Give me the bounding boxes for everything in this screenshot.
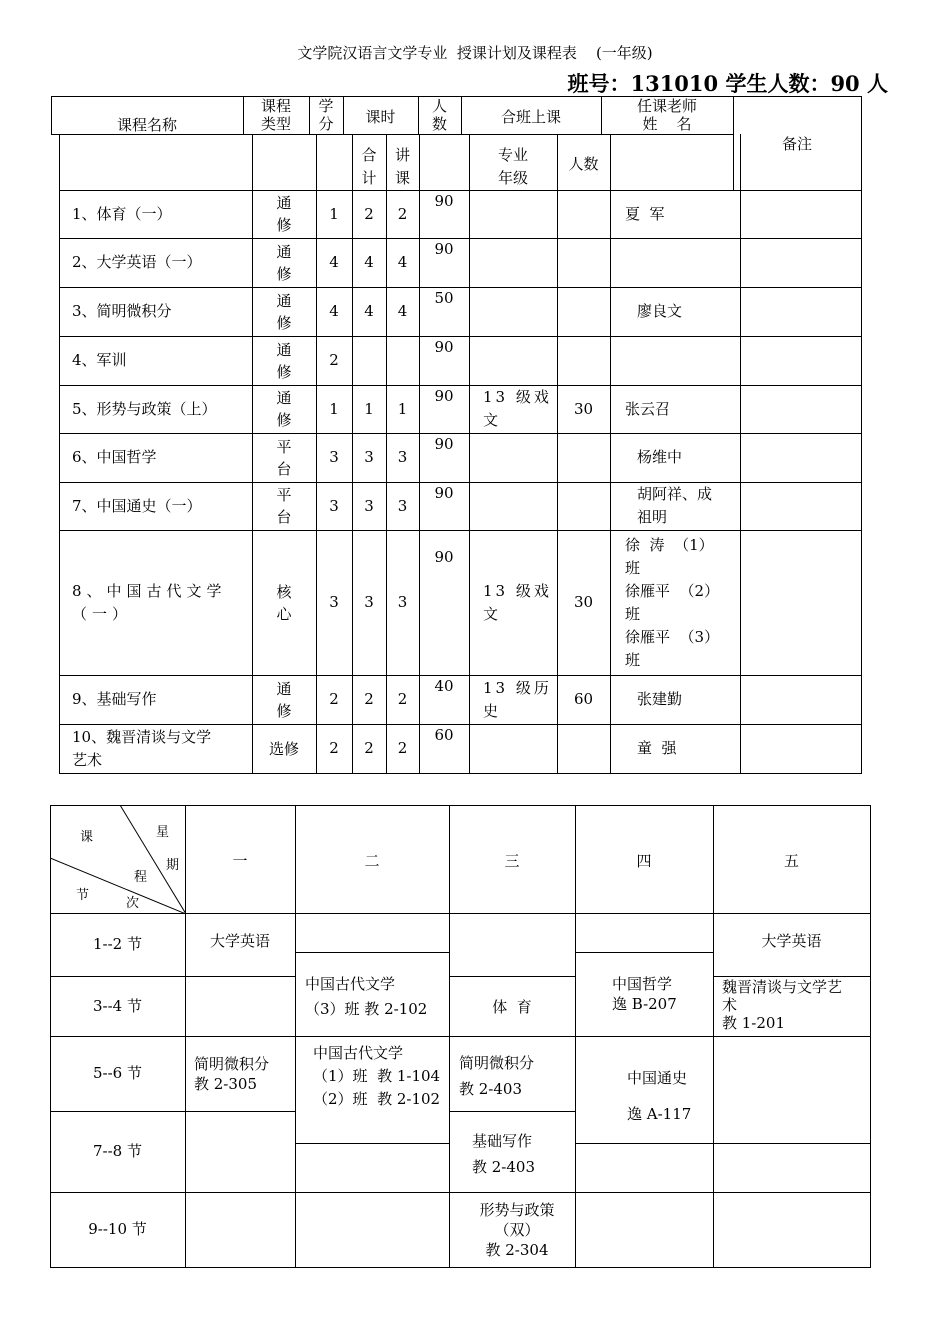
students: 40 [434, 677, 454, 695]
course-type: 通 修 [276, 389, 292, 429]
joint-major: 13 级戏 文 [483, 581, 552, 623]
students: 90 [434, 240, 454, 258]
entry-mon-5-6: 简明微积分 教 2-305 [194, 1055, 270, 1093]
joint-count [557, 190, 610, 238]
hours-lecture: 4 [397, 253, 408, 271]
period-7-8: 7--8 节 [93, 1142, 142, 1160]
joint-major [483, 482, 553, 530]
course-type: 通 修 [276, 340, 292, 381]
students: 90 [434, 192, 454, 210]
teacher-name: 张云召 [625, 399, 671, 418]
course-name: 2、大学英语（一） [72, 253, 202, 271]
entry-tue-3-4: 中国古代文学 （3）班 教 2-102 [305, 975, 428, 1018]
hours-lecture: 3 [397, 496, 408, 515]
hours-lecture: 1 [397, 399, 408, 418]
corner-jie: 节 [76, 888, 90, 903]
credits: 3 [329, 448, 339, 466]
entry-fri-3-4: 魏晋清谈与文学艺 术 教 1-201 [722, 978, 843, 1032]
credits: 4 [329, 253, 339, 271]
teacher-name: 徐 涛 （1） 班 徐雁平 （2） 班 徐雁平 （3） 班 [625, 535, 720, 669]
joint-major [483, 238, 553, 287]
header-joint-class: 合班上课 [500, 108, 561, 126]
hours-lecture: 4 [397, 302, 408, 320]
day-header-wed: 三 [504, 852, 520, 870]
header-credits: 学 分 [318, 97, 334, 133]
course-type: 通 修 [276, 242, 292, 283]
course-type: 核 心 [276, 582, 292, 623]
hours-total: 4 [364, 302, 374, 320]
joint-count: 30 [573, 399, 594, 418]
joint-count [557, 724, 610, 773]
hours-lecture: 2 [397, 690, 408, 708]
course-type: 平 台 [276, 437, 292, 478]
header-hours-lecture: 讲 课 [394, 146, 410, 187]
hours-total: 1 [364, 399, 374, 418]
hours-total: 3 [364, 496, 374, 515]
course-type: 通 修 [276, 679, 292, 720]
period-1-2: 1--2 节 [93, 935, 142, 953]
credits: 1 [329, 204, 339, 223]
joint-major [483, 336, 553, 385]
page-title: 文学院汉语言文学专业 授课计划及课程表 (一年级) [297, 44, 653, 62]
hours-lecture [386, 336, 419, 385]
corner-ke: 课 [80, 830, 94, 845]
day-header-fri: 五 [783, 852, 799, 870]
course-type: 通 修 [276, 291, 292, 332]
hours-total: 4 [364, 253, 374, 271]
joint-count [557, 287, 610, 336]
students: 50 [434, 289, 454, 307]
entry-mon-1-2: 大学英语 [209, 932, 270, 950]
header-joint-major: 专业 年级 [497, 146, 528, 187]
hours-lecture: 3 [397, 448, 408, 466]
header-hours: 课时 [365, 108, 396, 126]
period-3-4: 3--4 节 [93, 996, 142, 1015]
hours-total: 3 [364, 593, 374, 611]
course-name: 7、中国通史（一） [72, 496, 202, 515]
period-9-10: 9--10 节 [88, 1220, 147, 1238]
entry-thu-3-4: 中国哲学 逸 B-207 [612, 975, 677, 1013]
credits: 2 [329, 351, 339, 369]
joint-major [483, 433, 553, 482]
joint-major [483, 287, 553, 336]
course-name: 5、形势与政策（上） [72, 399, 217, 418]
entry-thu-5-6: 中国通史 逸 A-117 [627, 1069, 692, 1123]
hours-lecture: 2 [397, 739, 408, 757]
entry-tue-5-6: 中国古代文学 （1）班 教 1-104 （2）班 教 2-102 [313, 1044, 441, 1108]
day-header-tue: 二 [364, 852, 380, 870]
entry-fri-1-2: 大学英语 [761, 932, 822, 950]
course-name: 4、军训 [72, 351, 127, 369]
header-teacher: 任课老师 姓 名 [636, 97, 697, 133]
joint-count: 60 [573, 690, 594, 708]
header-notes: 备注 [781, 135, 812, 153]
students: 90 [434, 548, 454, 566]
course-name: 8、中国古代文学 （一） [72, 581, 227, 623]
credits: 3 [329, 593, 339, 611]
joint-major: 13 级历 史 [483, 678, 552, 720]
course-name: 3、简明微积分 [72, 302, 172, 320]
entry-wed-3-4: 体 育 [492, 998, 532, 1016]
header-course-name: 课程名称 [116, 116, 177, 134]
course-type: 平 台 [276, 486, 292, 526]
credits: 4 [329, 302, 339, 320]
joint-count [557, 482, 610, 530]
students: 90 [434, 338, 454, 356]
teacher-name [625, 238, 737, 287]
joint-count: 30 [573, 593, 594, 611]
course-type: 选修 [268, 739, 299, 758]
period-5-6: 5--6 节 [93, 1064, 142, 1082]
course-type: 通 修 [276, 194, 292, 234]
students: 90 [434, 387, 454, 405]
teacher-name [625, 336, 737, 385]
hours-lecture: 3 [397, 593, 408, 611]
corner-cheng: 程 [134, 870, 148, 885]
credits: 2 [329, 690, 339, 708]
day-header-mon: 一 [232, 852, 248, 870]
teacher-name: 胡阿祥、成 祖明 [637, 485, 713, 526]
header-hours-total: 合 计 [361, 146, 377, 187]
entry-wed-9-10: 形势与政策 （双） 教 2-304 [479, 1201, 555, 1259]
header-course-type: 课程 类型 [260, 97, 291, 133]
credits: 3 [329, 496, 339, 515]
credits: 2 [329, 739, 339, 757]
hours-lecture: 2 [397, 204, 408, 223]
students: 90 [434, 435, 454, 453]
teacher-name: 张建勤 [637, 690, 683, 708]
joint-major [483, 724, 553, 773]
joint-count [557, 336, 610, 385]
hours-total [352, 336, 386, 385]
hours-total: 2 [364, 204, 374, 223]
course-name: 6、中国哲学 [72, 448, 157, 466]
entry-wed-5-6: 简明微积分 教 2-403 [459, 1054, 535, 1098]
hours-total: 2 [364, 690, 374, 708]
header-students: 人 数 [431, 97, 447, 133]
teacher-name: 童 强 [637, 739, 677, 757]
entry-wed-7-8: 基础写作 教 2-403 [472, 1132, 536, 1176]
corner-xing: 星 [156, 825, 170, 840]
joint-major: 13 级戏 文 [483, 388, 552, 429]
course-name: 9、基础写作 [72, 690, 157, 708]
joint-major [483, 190, 553, 238]
joint-count [557, 433, 610, 482]
teacher-name: 杨维中 [637, 448, 683, 466]
course-name: 1、体育（一） [72, 204, 172, 223]
day-header-thu: 四 [636, 852, 652, 870]
students: 90 [434, 484, 454, 502]
credits: 1 [329, 399, 339, 418]
course-name: 10、魏晋清谈与文学 艺术 [72, 727, 212, 769]
hours-total: 3 [364, 448, 374, 466]
corner-ci: 次 [126, 896, 140, 911]
hours-total: 2 [364, 739, 374, 757]
teacher-name: 夏 军 [625, 204, 665, 223]
students: 60 [434, 726, 454, 744]
class-info: 班号：131010 学生人数：90 人 [567, 71, 888, 96]
corner-qi: 期 [166, 858, 180, 873]
teacher-name: 廖良文 [637, 302, 683, 320]
header-joint-count: 人数 [568, 155, 599, 173]
joint-count [557, 238, 610, 287]
